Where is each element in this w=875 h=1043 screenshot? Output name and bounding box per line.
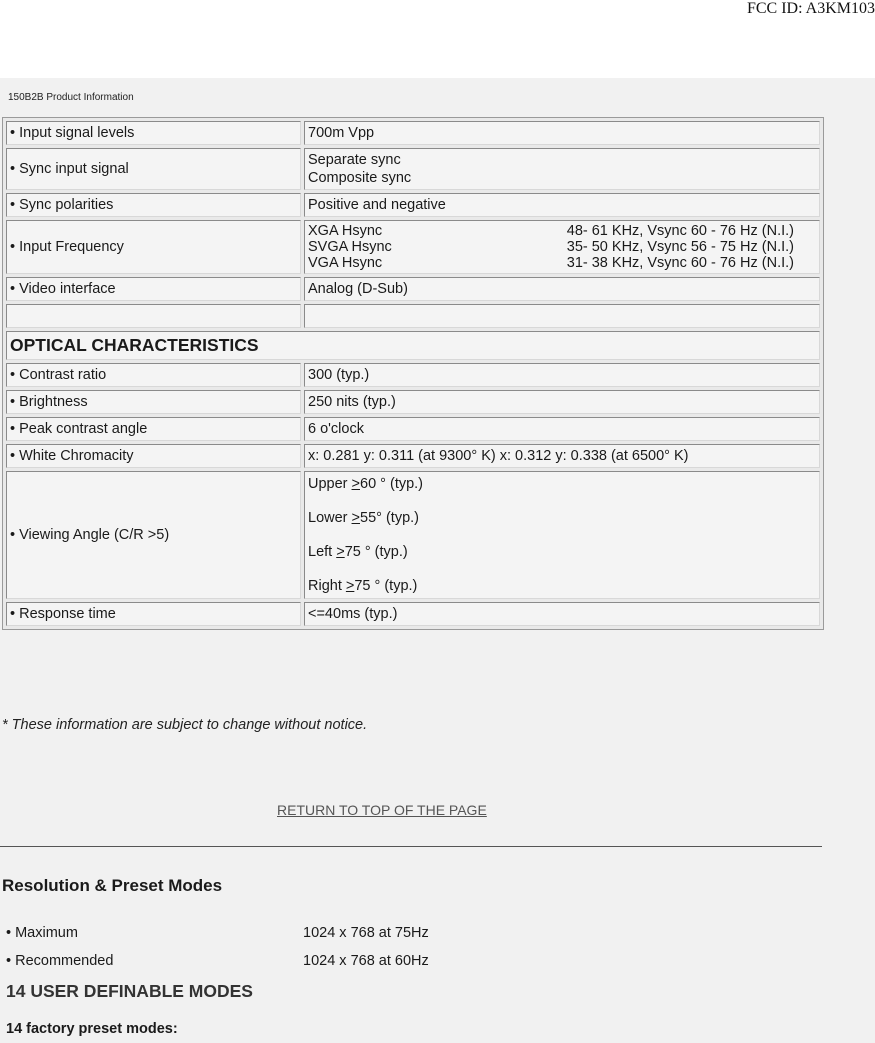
table-row (6, 444, 820, 468)
table-row (6, 193, 820, 217)
change-notice: * These information are subject to change without notice. (2, 717, 368, 733)
viewing-angle-value (304, 471, 820, 599)
spec-value-line: Separate sync (308, 152, 401, 168)
va-symbol: > (351, 510, 360, 526)
table-row (6, 471, 820, 599)
spec-value: 250 nits (typ.) (304, 390, 820, 414)
freq-range: 48- 61 KHz, Vsync 60 - 76 Hz (N.I.) (566, 223, 794, 239)
spec-value (304, 148, 820, 190)
spec-table (2, 117, 824, 630)
spec-label: • Peak contrast angle (6, 417, 301, 441)
document-title: 150B2B Product Information (8, 92, 134, 103)
table-row (6, 363, 820, 387)
empty-row (6, 304, 820, 328)
resolution-key: • Recommended (6, 953, 114, 969)
resolution-heading: Resolution & Preset Modes (2, 876, 223, 895)
spec-label: • Contrast ratio (6, 363, 301, 387)
resolution-value: 1024 x 768 at 75Hz (303, 925, 429, 941)
empty-cell (6, 304, 301, 328)
resolution-value: 1024 x 768 at 60Hz (303, 953, 429, 969)
va-rest: 55° (typ.) (360, 510, 419, 526)
spec-label: • Sync input signal (6, 148, 301, 190)
spec-label: • Brightness (6, 390, 301, 414)
empty-cell (304, 304, 820, 328)
va-symbol: > (336, 544, 345, 560)
return-to-top-link[interactable]: RETURN TO TOP OF THE PAGE (277, 802, 487, 818)
va-rest: 60 ° (typ.) (360, 476, 424, 492)
user-modes-heading: 14 USER DEFINABLE MODES (6, 981, 253, 1001)
spec-value: 700m Vpp (304, 121, 820, 145)
fcc-id: FCC ID: A3KM103 (746, 0, 875, 17)
viewing-angle-line (308, 474, 816, 502)
table-row (6, 417, 820, 441)
resolution-key: • Maximum (6, 925, 78, 941)
spec-value-line: Composite sync (308, 170, 412, 186)
section-row (6, 331, 820, 360)
spec-label: • White Chromacity (6, 444, 301, 468)
va-prefix: Right (308, 578, 346, 594)
viewing-angle-line (308, 536, 816, 570)
table-row (6, 277, 820, 301)
freq-range: 31- 38 KHz, Vsync 60 - 76 Hz (N.I.) (566, 255, 794, 271)
spec-label: • Response time (6, 602, 301, 626)
freq-mode: XGA Hsync (308, 223, 383, 239)
spec-label: • Sync polarities (6, 193, 301, 217)
va-prefix: Lower (308, 510, 352, 526)
va-prefix: Left (308, 544, 337, 560)
table-row (6, 220, 820, 274)
spec-value: Positive and negative (304, 193, 820, 217)
spec-label: • Viewing Angle (C/R >5) (6, 471, 301, 599)
va-symbol: > (351, 476, 360, 492)
section-heading: OPTICAL CHARACTERISTICS (6, 331, 820, 360)
spec-label: • Input Frequency (6, 220, 301, 274)
spec-value: 6 o'clock (304, 417, 820, 441)
table-row (6, 602, 820, 626)
factory-modes-heading: 14 factory preset modes: (6, 1021, 178, 1037)
frequency-grid (308, 223, 816, 271)
va-prefix: Upper (308, 476, 352, 492)
divider (0, 846, 822, 847)
spec-label: • Video interface (6, 277, 301, 301)
viewing-angle-line (308, 570, 816, 596)
va-rest: 75 ° (typ.) (344, 544, 408, 560)
spec-value: Analog (D-Sub) (304, 277, 820, 301)
va-symbol: > (345, 578, 355, 594)
frequency-value (304, 220, 820, 274)
spec-value: <=40ms (typ.) (304, 602, 820, 626)
table-row (6, 390, 820, 414)
spec-value: x: 0.281 y: 0.311 (at 9300° K) x: 0.312 y: 0.338 (at 6500° K) (304, 444, 820, 468)
spec-value: 300 (typ.) (304, 363, 820, 387)
table-row (6, 148, 820, 190)
va-rest: 75 ° (typ.) (354, 578, 418, 594)
freq-mode: VGA Hsync (308, 255, 383, 271)
freq-range: 35- 50 KHz, Vsync 56 - 75 Hz (N.I.) (566, 239, 794, 255)
spec-label: • Input signal levels (6, 121, 301, 145)
table-row (6, 121, 820, 145)
viewing-angle-line (308, 502, 816, 536)
freq-mode: SVGA Hsync (308, 239, 392, 255)
